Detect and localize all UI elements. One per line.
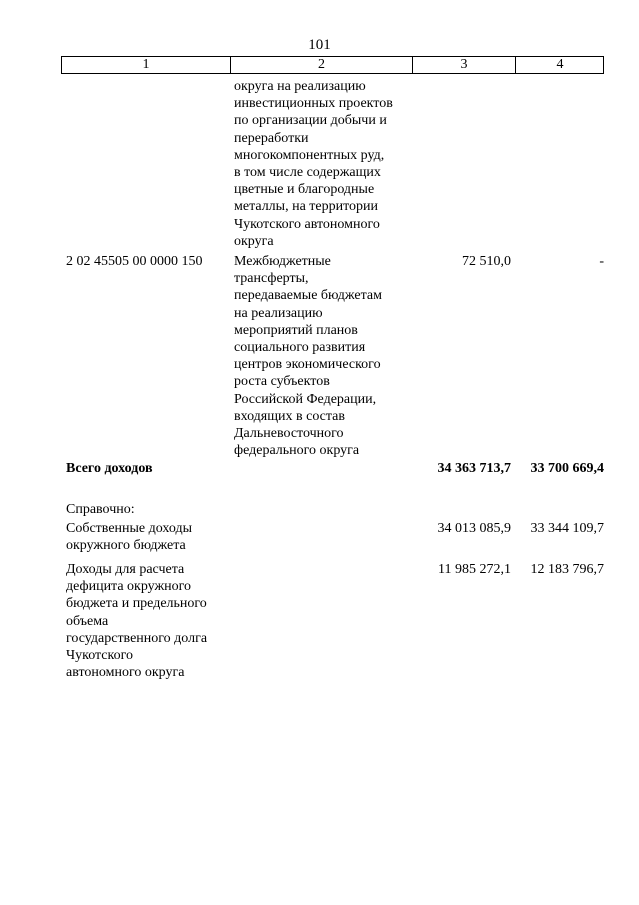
total-col4: 33 700 669,4 [530,461,604,476]
page-number: 101 [308,37,331,53]
reference-label: Собственные доходы окружного бюджета [66,521,193,554]
total-label: Всего доходов [66,461,153,476]
total-col3: 34 363 713,7 [437,461,511,476]
reference-col3: 34 013 085,9 [437,521,511,536]
header-col-4: 4 [556,57,564,72]
header-col-2: 2 [318,57,325,72]
row-value-col3: 72 510,0 [462,254,511,269]
reference-col3: 11 985 272,1 [438,562,511,577]
row-name-continued: округа на реализацию инвестиционных проектов по организации добычи и переработки многокомпонентных руд, в том числе содержащих цветные и благородные металлы, на территории Чукотского автономного округа [234,79,393,249]
reference-heading: Справочно: [66,502,135,517]
table-header [61,56,604,74]
row-value-col4: - [599,254,604,269]
row-code: 2 02 45505 00 0000 150 [66,254,203,269]
row-name: Межбюджетные трансферты, передаваемые бюджетам на реализацию мероприятий планов социального развития центров экономического роста субъектов Российской Федерации, входящих в состав Дальневосточного федерального округа [234,254,382,459]
reference-label: Доходы для расчета дефицита окружного бюджета и предельного объема государственного долга Чукотского автономного округа [66,562,208,681]
header-col-1: 1 [142,57,150,72]
reference-col4: 12 183 796,7 [530,562,604,577]
reference-col4: 33 344 109,7 [530,521,604,536]
header-col-3: 3 [460,57,468,72]
